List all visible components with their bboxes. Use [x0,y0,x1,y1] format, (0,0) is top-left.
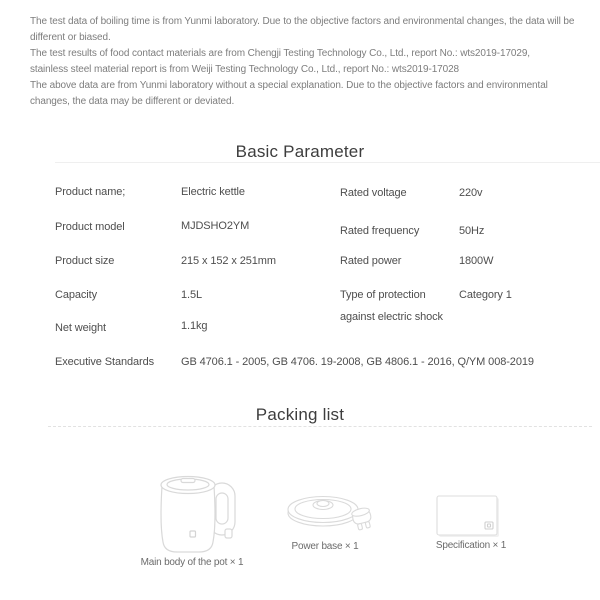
spec-label: Executive Standards [55,356,154,368]
disclaimer-line: stainless steel material report is from Weiji Testing Technology Co., Ltd., report No.: wts2019-17028 [30,64,460,75]
spec-value: 1.5L [181,289,203,301]
specification-illustration [435,493,505,541]
spec-label: Product model [55,221,125,233]
spec-label: Rated voltage [340,187,407,199]
disclaimer-line: changes, the data may be different or deviated. [30,96,235,107]
spec-value: 50Hz [459,225,485,237]
spec-label-line2: against electric shock [340,311,443,323]
spec-label: Type of protection [340,289,426,301]
packing-item-label: Main body of the pot × 1 [140,557,244,568]
spec-label: Product name; [55,186,126,198]
spec-value: Electric kettle [181,186,245,198]
packing-item-label: Specification × 1 [435,540,507,551]
disclaimer-line: different or biased. [30,32,111,43]
spec-label: Net weight [55,322,106,334]
spec-value: Category 1 [459,289,512,301]
packing-item-label: Power base × 1 [291,541,359,552]
disclaimer-notes [30,14,574,110]
kettle-illustration [156,474,238,556]
power-base-illustration [286,494,376,536]
basic-parameter-divider [55,162,600,163]
packing-list-title: Packing list [255,405,345,424]
packing-list-divider [48,426,592,427]
spec-label: Product size [55,255,115,267]
spec-label: Rated frequency [340,225,420,237]
spec-value: 1800W [459,255,494,267]
disclaimer-line: The above data are from Yunmi laboratory without a special explanation. Due to the objective factors and environmental [30,80,548,91]
disclaimer-line: The test results of food contact materials are from Chengji Testing Technology Co., Ltd., report No.: wts2019-17029, [30,48,530,59]
spec-value: 215 x 152 x 251mm [181,255,276,267]
spec-value: 220v [459,187,483,199]
spec-value: 1.1kg [181,320,208,332]
spec-label: Capacity [55,289,97,301]
spec-label: Rated power [340,255,402,267]
disclaimer-line: The test data of boiling time is from Yunmi laboratory. Due to the objective factors and environmental changes, the data will be [30,16,575,27]
spec-value: MJDSHO2YM [181,220,250,232]
spec-value: GB 4706.1 - 2005, GB 4706. 19-2008, GB 4806.1 - 2016, Q/YM 008-2019 [181,356,534,368]
basic-parameter-title: Basic Parameter [235,142,365,161]
